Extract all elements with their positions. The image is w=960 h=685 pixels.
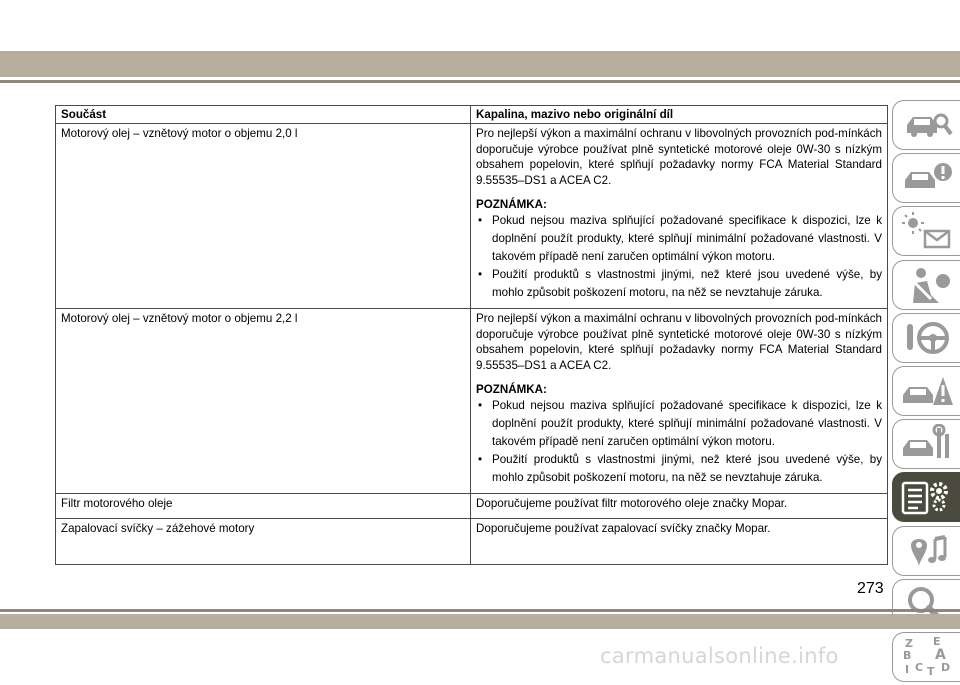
tab-starting-and-operating[interactable] <box>892 313 960 363</box>
chapter-tabs <box>892 100 960 685</box>
index-letter: D <box>941 660 951 674</box>
table-row <box>56 124 888 309</box>
warning-lights-message-icon <box>899 211 955 251</box>
tab-in-case-of-emergency[interactable] <box>892 366 960 416</box>
page-number: 273 <box>857 580 884 597</box>
car-hazard-icon <box>899 371 955 411</box>
car-service-tools-icon <box>899 424 955 464</box>
tab-technical-specifications[interactable] <box>892 472 960 522</box>
seatbelt-airbag-icon <box>899 265 955 305</box>
index-letter: Z <box>905 636 913 650</box>
column-header-part: Součást <box>56 106 471 124</box>
alphabet-index-icon <box>899 637 955 677</box>
note-list <box>476 397 882 487</box>
note-item: • Pokud nejsou maziva splňující požadované specifikace k dispozici, lze k doplnění použít produkty, které splňují minimální požadované vlastnosti. V takovém případě není zaručen optimální výkon motoru. <box>476 397 882 451</box>
tab-getting-started[interactable] <box>892 153 960 203</box>
tab-safety[interactable] <box>892 260 960 310</box>
part-cell: Zapalovací svíčky – zážehové motory <box>56 518 471 564</box>
fluids-table <box>55 105 888 565</box>
tab-multimedia[interactable] <box>892 526 960 576</box>
part-cell: Motorový olej – vznětový motor o objemu 2,0 l <box>56 124 471 309</box>
note-title: POZNÁMKA: <box>476 198 547 212</box>
footer-rule <box>0 609 960 612</box>
car-info-icon <box>899 158 955 198</box>
table-row <box>56 309 888 494</box>
tab-index[interactable] <box>892 632 960 682</box>
footer-band <box>0 614 960 629</box>
note-item: • Použití produktů s vlastnostmi jinými, než které jsou uvedené výše, by mohlo způsobit poškození motoru, na něž se nevztahuje záruka. <box>476 266 882 302</box>
table-row <box>56 494 888 518</box>
note-title: POZNÁMKA: <box>476 383 547 397</box>
description-cell: Doporučujeme používat zapalovací svíčky značky Mopar. <box>471 518 888 564</box>
index-letter: B <box>903 648 912 662</box>
description-cell <box>471 124 888 309</box>
note-item: • Použití produktů s vlastnostmi jinými, než které jsou uvedené výše, by mohlo způsobit poškození motoru, na něž se nevztahuje záruka. <box>476 451 882 487</box>
index-letter: A <box>935 646 946 663</box>
steering-wheel-icon <box>899 318 955 358</box>
column-header-fluid: Kapalina, mazivo nebo originální díl <box>471 106 888 124</box>
description-cell <box>471 309 888 494</box>
part-cell: Filtr motorového oleje <box>56 494 471 518</box>
tab-servicing-and-maintenance[interactable] <box>892 419 960 469</box>
header-rule <box>0 80 960 83</box>
index-letter: E <box>933 636 941 648</box>
tab-getting-to-know-vehicle[interactable] <box>892 100 960 150</box>
index-letter: I <box>905 662 910 676</box>
index-letter: C <box>915 660 924 674</box>
multimedia-music-icon <box>899 531 955 571</box>
car-search-icon <box>899 105 955 145</box>
note-item: • Pokud nejsou maziva splňující požadované specifikace k dispozici, lze k doplnění použít produkty, které splňují minimální požadované vlastnosti. V takovém případě není zaručen optimální výkon motoru. <box>476 212 882 266</box>
part-cell: Motorový olej – vznětový motor o objemu 2,2 l <box>56 309 471 494</box>
table-header-row <box>56 106 888 124</box>
description-cell: Doporučujeme používat filtr motorového oleje značky Mopar. <box>471 494 888 518</box>
index-letter: T <box>927 664 935 677</box>
description-text: Pro nejlepší výkon a maximální ochranu v libovolných provozních pod-mínkách doporučuje výrobce používat plně syntetické motorové oleje 0W-30 s nízkým obsahem popelovin, které splňují požadavky normy FCA Material Standard 9.55535–DS1 a ACEA C2. <box>476 312 882 372</box>
note-list <box>476 212 882 302</box>
table-row <box>56 518 888 564</box>
header-band <box>0 51 960 77</box>
watermark: carmanualsonline.info <box>600 644 839 668</box>
description-text: Pro nejlepší výkon a maximální ochranu v libovolných provozních pod-mínkách doporučuje výrobce používat plně syntetické motorové oleje 0W-30 s nízkým obsahem popelovin, které splňují požadavky normy FCA Material Standard 9.55535–DS1 a ACEA C2. <box>476 127 882 187</box>
tab-instrument-panel[interactable] <box>892 206 960 256</box>
specifications-gear-icon <box>899 477 955 517</box>
